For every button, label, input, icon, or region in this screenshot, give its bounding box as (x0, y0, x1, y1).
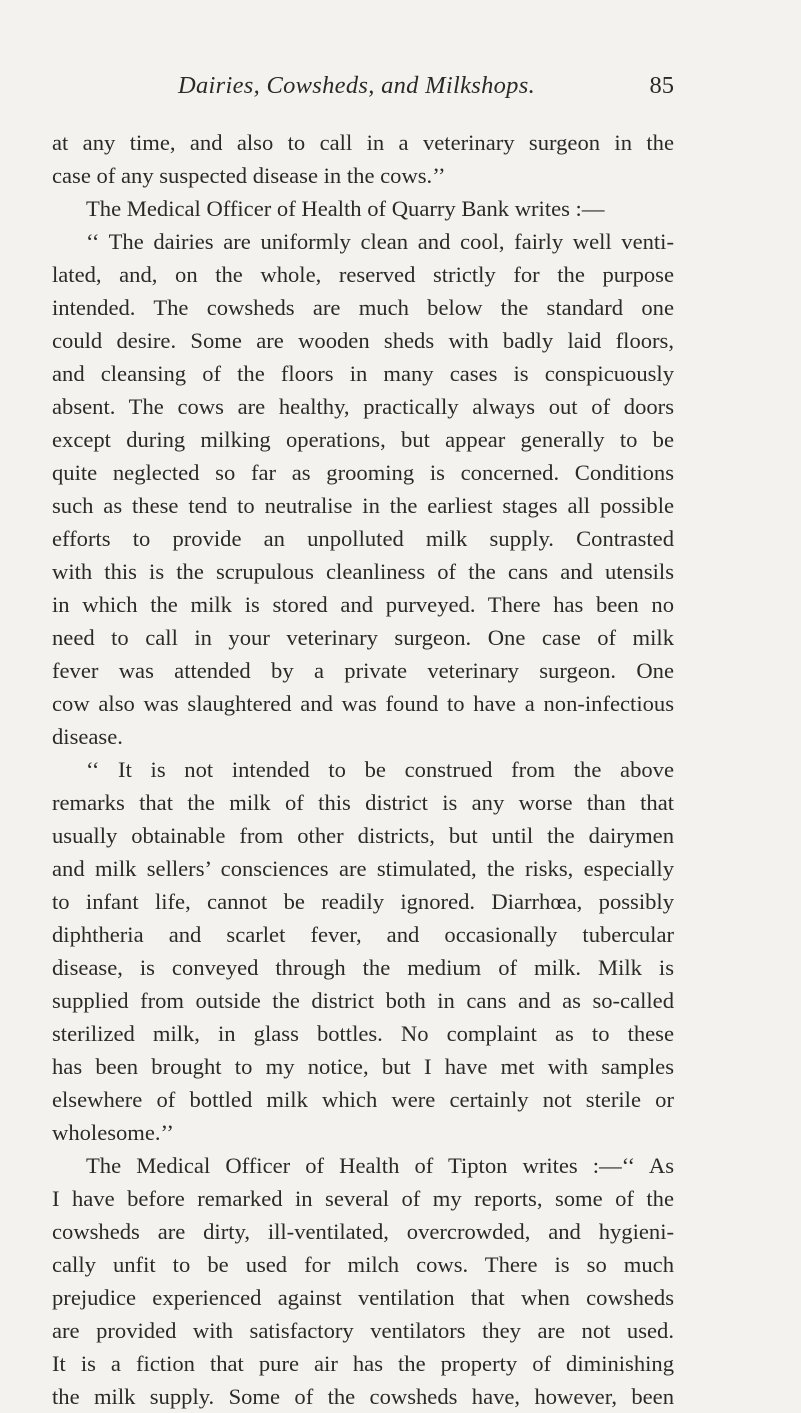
text-line: ‘‘ The dairies are uniformly clean and cool, fairly well venti- (86, 229, 674, 254)
text-line: It is a fiction that pure air has the property of diminishing (52, 1351, 674, 1376)
text-line: at any time, and also to call in a veterinary surgeon in the (52, 130, 674, 155)
text-line: in which the milk is stored and purveyed. There has been no (52, 592, 674, 617)
text-line: and cleansing of the floors in many cases is conspicuously (52, 361, 674, 386)
text-line: sterilized milk, in glass bottles. No complaint as to these (52, 1021, 674, 1046)
text-line: ‘‘ It is not intended to be construed from the above (86, 757, 674, 782)
text-line: except during milking operations, but appear generally to be (52, 427, 674, 452)
text-line: disease. (52, 724, 123, 749)
text-line: cally unfit to be used for milch cows. There is so much (52, 1252, 674, 1277)
text-line: wholesome.’’ (52, 1120, 174, 1145)
text-line: could desire. Some are wooden sheds with badly laid floors, (52, 328, 674, 353)
text-line: The Medical Officer of Health of Tipton writes :—‘‘ As (86, 1153, 674, 1178)
text-line: I have before remarked in several of my reports, some of the (52, 1186, 674, 1211)
body-text (52, 126, 674, 1413)
text-line: cow also was slaughtered and was found to have a non-infectious (52, 691, 674, 716)
text-line: has been brought to my notice, but I have met with samples (52, 1054, 674, 1079)
text-line: case of any suspected disease in the cows.’’ (52, 163, 446, 188)
text-line: disease, is conveyed through the medium of milk. Milk is (52, 955, 674, 980)
text-line: supplied from outside the district both in cans and as so-called (52, 988, 674, 1013)
text-line: need to call in your veterinary surgeon. One case of milk (52, 625, 674, 650)
text-line: prejudice experienced against ventilation that when cowsheds (52, 1285, 674, 1310)
text-line: cowsheds are dirty, ill-ventilated, overcrowded, and hygieni- (52, 1219, 674, 1244)
running-head: Dairies, Cowsheds, and Milkshops. (178, 72, 535, 99)
text-line: lated, and, on the whole, reserved strictly for the purpose (52, 262, 674, 287)
text-line: are provided with satisfactory ventilators they are not used. (52, 1318, 674, 1343)
text-line: The Medical Officer of Health of Quarry Bank writes :— (86, 196, 605, 221)
text-line: such as these tend to neutralise in the earliest stages all possible (52, 493, 674, 518)
text-line: quite neglected so far as grooming is concerned. Conditions (52, 460, 674, 485)
text-line: absent. The cows are healthy, practically always out of doors (52, 394, 674, 419)
page-header (0, 66, 801, 106)
text-line: remarks that the milk of this district is any worse than that (52, 790, 674, 815)
text-line: intended. The cowsheds are much below the standard one (52, 295, 674, 320)
text-line: to infant life, cannot be readily ignored. Diarrhœa, possibly (52, 889, 674, 914)
text-line: elsewhere of bottled milk which were certainly not sterile or (52, 1087, 674, 1112)
text-line: efforts to provide an unpolluted milk supply. Contrasted (52, 526, 674, 551)
text-line: and milk sellers’ consciences are stimulated, the risks, especially (52, 856, 674, 881)
page-number: 85 (649, 72, 674, 99)
text-line: with this is the scrupulous cleanliness of the cans and utensils (52, 559, 674, 584)
text-line: usually obtainable from other districts, but until the dairymen (52, 823, 674, 848)
text-line: diphtheria and scarlet fever, and occasionally tubercular (52, 922, 674, 947)
text-line: fever was attended by a private veterinary surgeon. One (52, 658, 674, 683)
text-line: the milk supply. Some of the cowsheds have, however, been (52, 1384, 674, 1409)
